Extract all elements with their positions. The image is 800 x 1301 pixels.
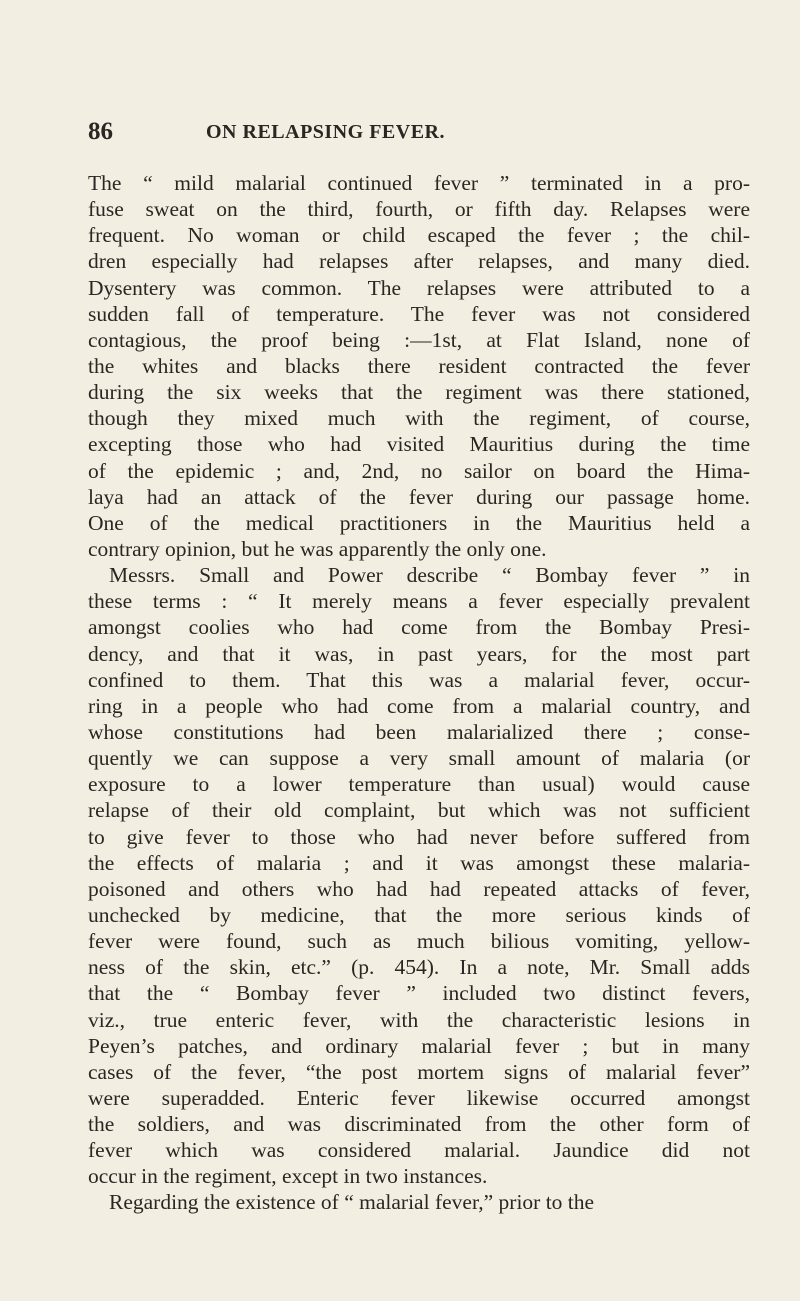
text-line: fuse sweat on the third, fourth, or fifth day. Relapses were (88, 197, 750, 222)
text-line: Regarding the existence of “ malarial fever,” prior to the (109, 1190, 595, 1215)
text-line: relapse of their old complaint, but which was not sufficient (88, 798, 750, 823)
text-line: during the six weeks that the regiment was there stationed, (88, 380, 750, 405)
text-line: One of the medical practitioners in the Mauritius held a (88, 510, 750, 535)
running-head: ON RELAPSING FEVER. (206, 121, 445, 143)
text-line: the soldiers, and was discriminated from the other form of (88, 1112, 750, 1137)
text-line: dren especially had relapses after relapses, and many died. (88, 249, 750, 274)
text-line: dency, and that it was, in past years, for the most part (88, 641, 750, 666)
text-line: though they mixed much with the regiment, of course, (88, 406, 750, 431)
page-header (88, 118, 750, 148)
text-line: unchecked by medicine, that the more serious kinds of (88, 902, 750, 927)
page-number: 86 (88, 118, 113, 145)
text-line: these terms : “ It merely means a fever especially prevalent (88, 589, 750, 614)
text-line: ring in a people who had come from a malarial country, and (88, 693, 750, 718)
body-text (88, 170, 796, 1216)
text-line: of the epidemic ; and, 2nd, no sailor on board the Hima- (88, 458, 750, 483)
text-line: contagious, the proof being :—1st, at Flat Island, none of (88, 327, 750, 352)
text-line: confined to them. That this was a malarial fever, occur- (88, 667, 750, 692)
text-line: The “ mild malarial continued fever ” terminated in a pro- (88, 171, 750, 195)
text-line: Peyen’s patches, and ordinary malarial fever ; but in many (88, 1033, 750, 1058)
text-line: exposure to a lower temperature than usual) would cause (88, 772, 750, 797)
text-line: sudden fall of temperature. The fever was not considered (88, 301, 750, 326)
text-line: Messrs. Small and Power describe “ Bombay fever ” in (109, 563, 750, 588)
text-line: whose constitutions had been malarialized there ; conse- (88, 719, 750, 744)
text-line: to give fever to those who had never before suffered from (88, 824, 750, 849)
text-line: fever were found, such as much bilious vomiting, yellow- (88, 929, 750, 954)
text-line: the whites and blacks there resident contracted the fever (88, 353, 750, 378)
text-line: that the “ Bombay fever ” included two distinct fevers, (88, 981, 750, 1006)
text-line: viz., true enteric fever, with the characteristic lesions in (88, 1007, 750, 1032)
text-line: ness of the skin, etc.” (p. 454). In a note, Mr. Small adds (88, 955, 750, 980)
text-line: Dysentery was common. The relapses were attributed to a (88, 275, 750, 300)
text-line: the effects of malaria ; and it was amongst these malaria- (88, 850, 750, 875)
text-line: fever which was considered malarial. Jaundice did not (88, 1138, 750, 1163)
text-line: poisoned and others who had had repeated attacks of fever, (88, 876, 750, 901)
text-line: occur in the regiment, except in two instances. (88, 1164, 488, 1189)
text-line: contrary opinion, but he was apparently the only one. (88, 536, 547, 561)
text-line: amongst coolies who had come from the Bombay Presi- (88, 615, 750, 640)
text-line: quently we can suppose a very small amount of malaria (or (88, 746, 750, 771)
text-line: cases of the fever, “the post mortem signs of malarial fever” (88, 1059, 750, 1084)
text-line: laya had an attack of the fever during our passage home. (88, 484, 750, 509)
text-line: excepting those who had visited Mauritius during the time (88, 432, 750, 457)
text-line: frequent. No woman or child escaped the fever ; the chil- (88, 223, 750, 248)
text-line: were superadded. Enteric fever likewise occurred amongst (88, 1085, 750, 1110)
